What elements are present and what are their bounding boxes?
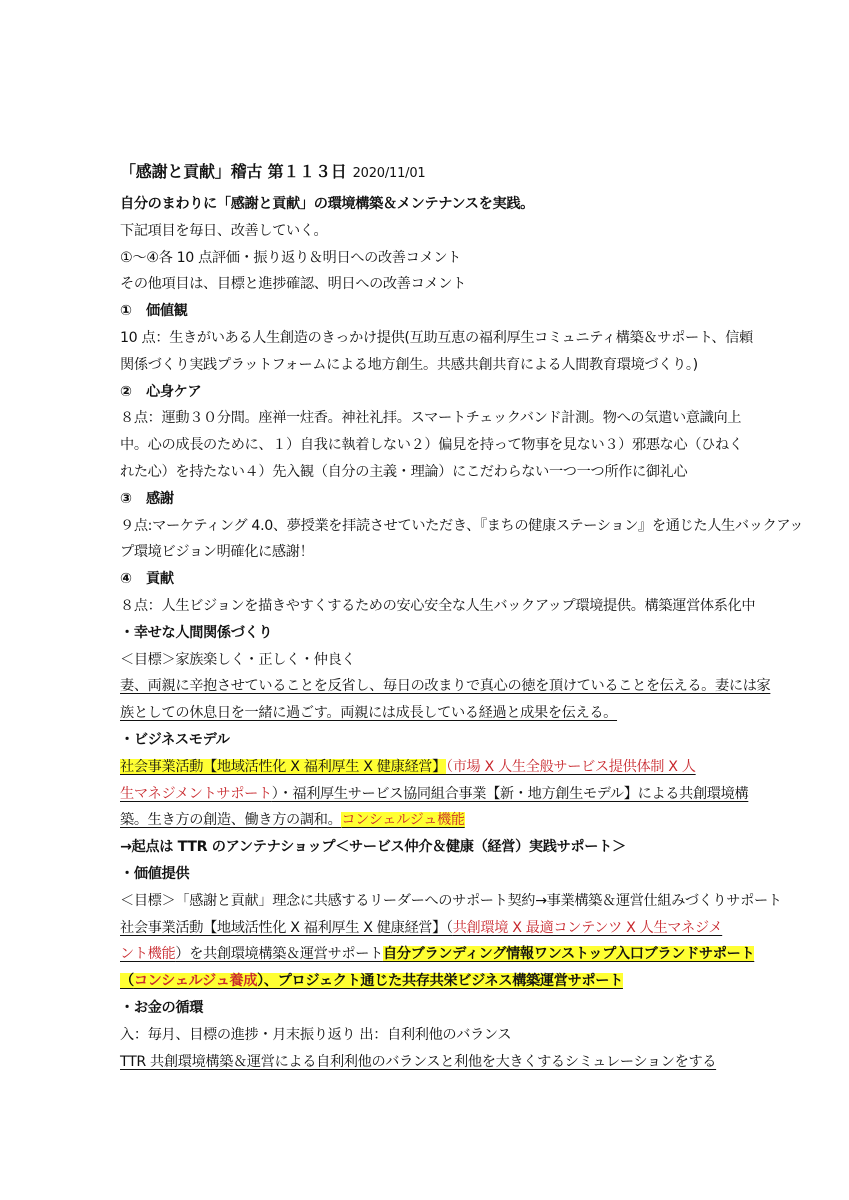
- highlighted-text: ）、プロジェクト通じた共存共栄ビジネス構築運営サポート: [257, 973, 623, 990]
- section-heading-text: 感謝: [146, 490, 174, 507]
- section-heading-gratitude: [120, 486, 732, 513]
- business-text: ）・福利厚生サービス協同組合事業【新・地方創生モデル】による共創環境構: [271, 785, 749, 802]
- contribution-line-1: ８点：人生ビジョンを描きやすくするための安心安全な人生バックアップ環境提供。構築運営体系化中: [120, 597, 756, 614]
- document-title: [120, 156, 732, 188]
- business-text: 築。生き方の創造、働き方の調和。: [120, 812, 342, 829]
- money-line-2: [120, 1049, 732, 1076]
- highlighted-red-text: コンシェルジュ機能: [341, 812, 465, 829]
- highlighted-text: （: [120, 973, 134, 990]
- section-heading-text: 価値観: [146, 303, 188, 320]
- value-line-1: [120, 915, 732, 942]
- red-text: （市場 X 人生全般サービス提供体制 X 人: [445, 758, 696, 775]
- section-heading-values: [120, 298, 732, 325]
- relations-line-2: [120, 700, 732, 727]
- relations-text: 族としての休息日を一緒に過ごす。両親には成長している経過と成果を伝える。: [120, 705, 618, 722]
- highlighted-bold-text: 自分ブランディング情報ワンストップ入口ブランドサポート: [382, 946, 755, 963]
- business-line-1: [120, 754, 732, 781]
- section-heading-mindbody: [120, 379, 732, 406]
- value-text: 社会事業活動【地域活性化 X 福利厚生 X 健康経営】（: [120, 919, 453, 936]
- title-text: 「感謝と貢献」稽古 第１１３日: [120, 162, 347, 181]
- relations-line-1: [120, 673, 771, 700]
- relations-text: 妻、両親に辛抱させていることを反省し、毎日の改まりで真心の徳を頂けていることを伝える。妻には家: [120, 678, 771, 695]
- business-heading: ・ビジネスモデル: [120, 731, 230, 748]
- intro-line-2: 下記項目を毎日、改善していく。: [120, 222, 328, 239]
- mindbody-line-2: 中。心の成長のために、１）自我に執着しない２）偏見を持って物事を見ない３）邪悪な心（ひねく: [120, 437, 743, 454]
- section-number: ①: [120, 303, 132, 320]
- relations-heading: ・幸せな人間関係づくり: [120, 624, 273, 641]
- money-line-1: 入：毎月、目標の進捗・月末振り返り 出：自利利他のバランス: [120, 1026, 512, 1043]
- intro-line-1: 自分のまわりに「感謝と貢献」の環境構築＆メンテナンスを実践。: [120, 196, 534, 212]
- mindbody-line-1: ８点：運動３０分間。座禅一炷香。神社礼拝。スマートチェックバンド計測。物への気遣い意識向上: [120, 410, 742, 427]
- value-line-3: [120, 968, 732, 995]
- business-line-2: [120, 781, 749, 808]
- section-heading-contribution: [120, 566, 732, 593]
- business-line-3: [120, 807, 732, 834]
- relations-goal: ＜目標＞家族楽しく・正しく・仲良く: [120, 651, 356, 668]
- value-text: ）を共創環境構築＆運営サポート: [175, 946, 383, 963]
- section-number: ③: [120, 490, 132, 507]
- values-line-1: 10 点：生きがいある人生創造のきっかけ提供(互助互恵の福利厚生コミュニティ構築＆サポート、信頼: [120, 329, 753, 346]
- document-page: [120, 156, 804, 1075]
- business-arrow-line: →起点は TTR のアンテナショップ＜サービス仲介＆健康（経営）実践サポート＞: [120, 839, 626, 856]
- section-heading-text: 心身ケア: [146, 383, 202, 400]
- red-text: ント機能: [120, 946, 176, 963]
- value-goal: ＜目標＞「感謝と貢献」理念に共感するリーダーへのサポート契約→事業構築＆運営仕組みづくりサポート: [120, 892, 782, 909]
- money-heading: ・お金の循環: [120, 999, 204, 1016]
- values-line-2: 関係づくり実践プラットフォームによる地方創生。共感共創共育による人間教育環境づくり。): [120, 356, 698, 373]
- gratitude-line-2: プ環境ビジョン明確化に感謝！: [120, 544, 314, 561]
- money-text: TTR 共創環境構築＆運営による自利利他のバランスと利他を大きくするシミュレーションをする: [120, 1053, 717, 1070]
- mindbody-line-3: れた心）を持たない４）先入観（自分の主義・理論）にこだわらない一つ一つ所作に御礼心: [120, 463, 688, 480]
- gratitude-line-1: ９点:マーケティング 4.0、夢授業を拝読させていただき、『まちの健康ステーション』を通じた人生バックアッ: [120, 517, 804, 534]
- red-text: 生マネジメントサポート: [120, 785, 272, 802]
- intro-line-4: その他項目は、目標と進捗確認、明日への改善コメント: [120, 276, 466, 293]
- highlighted-text: 社会事業活動【地域活性化 X 福利厚生 X 健康経営】: [120, 758, 446, 775]
- red-text: 共創環境 X 最適コンテンツ X 人生マネジメ: [452, 919, 723, 936]
- intro-line-3: ①～④各 10 点評価・振り返り＆明日への改善コメント: [120, 249, 461, 266]
- highlighted-red-text: コンシェルジュ養成: [133, 973, 258, 990]
- section-heading-text: 貢献: [146, 571, 174, 588]
- value-heading: ・価値提供: [120, 865, 190, 882]
- title-date: 2020/11/01: [352, 166, 426, 181]
- section-number: ②: [120, 383, 132, 400]
- section-number: ④: [120, 571, 132, 588]
- value-line-2: [120, 941, 755, 968]
